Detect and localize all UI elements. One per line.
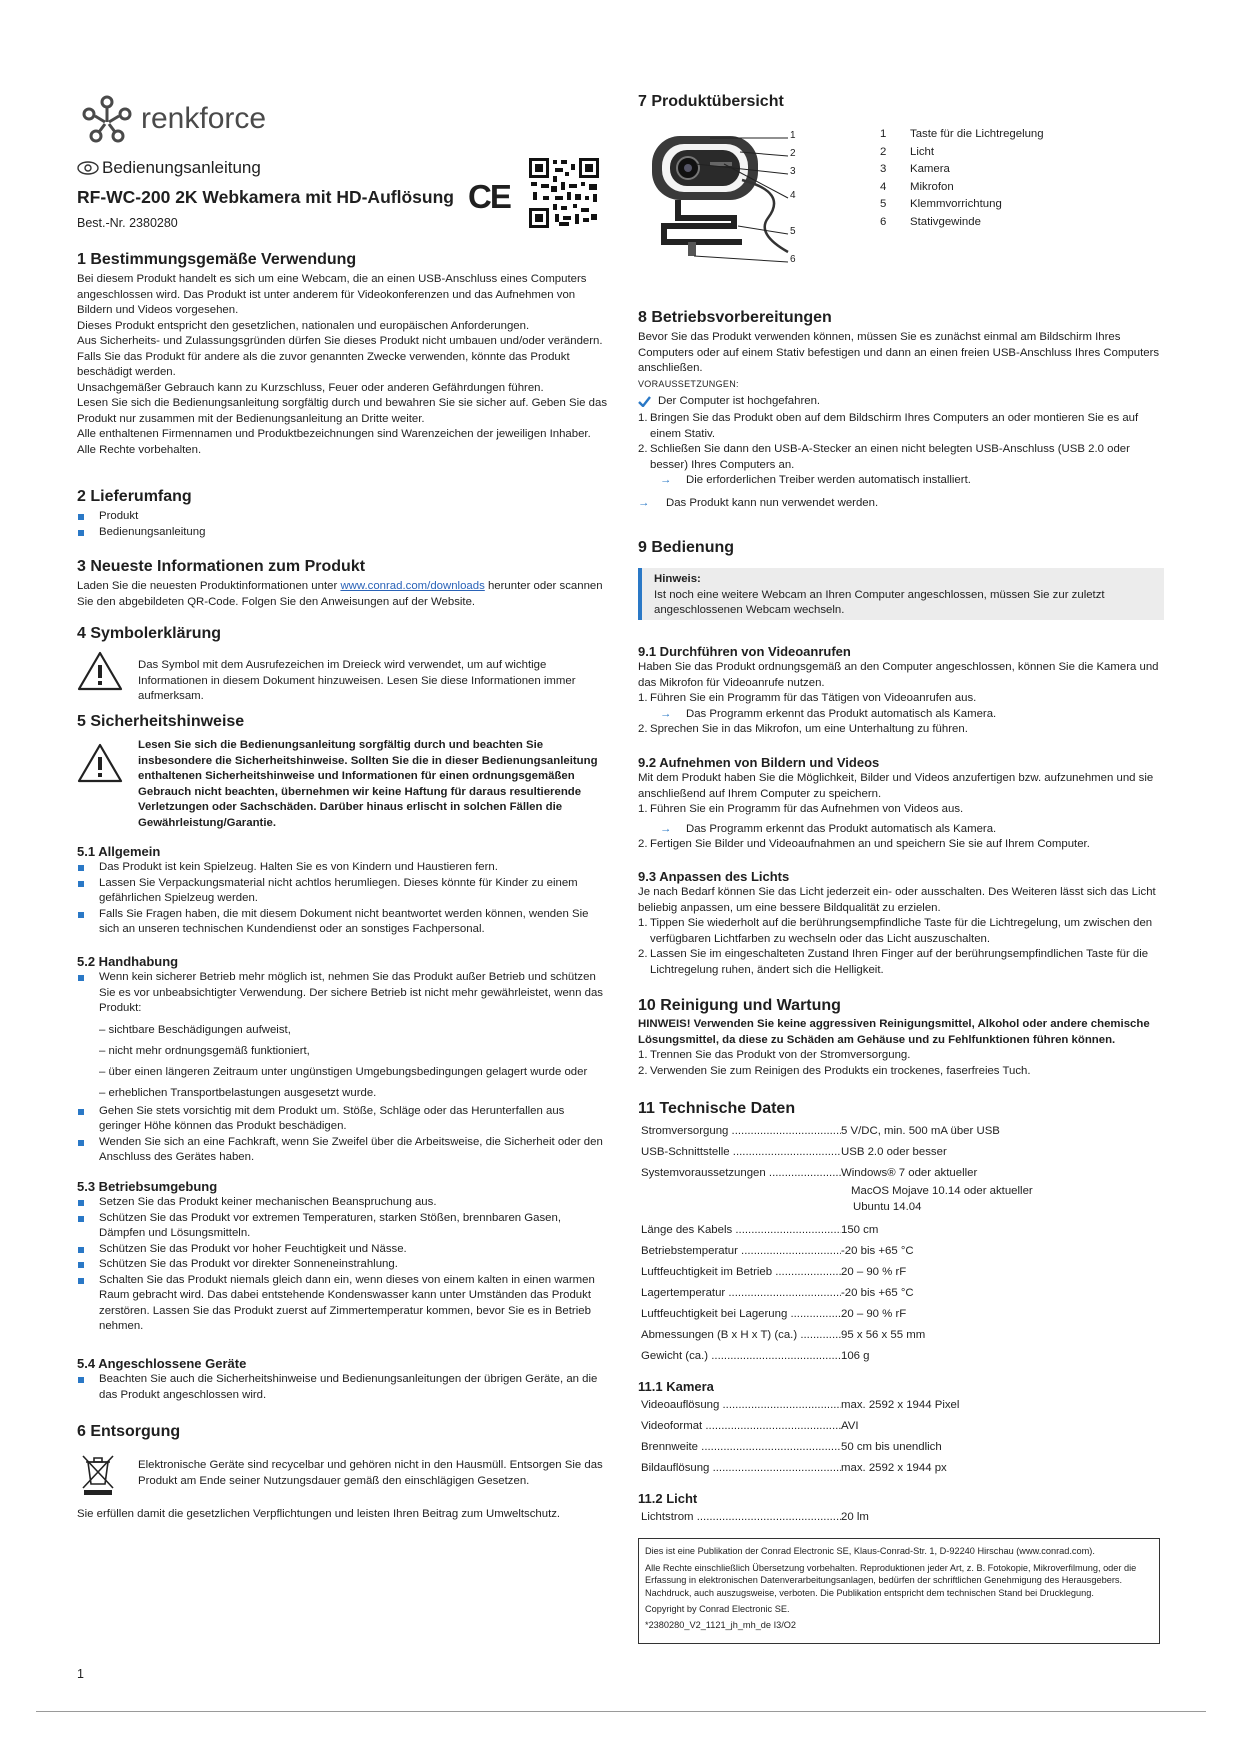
brand-logo bbox=[79, 92, 339, 152]
renkforce-logo-icon bbox=[79, 92, 135, 148]
page-title: RF-WC-200 2K Webkamera mit HD-Auflösung bbox=[77, 187, 454, 207]
doc-type bbox=[77, 158, 261, 178]
callout-4: 4 bbox=[790, 190, 796, 201]
section-light-specs bbox=[638, 1490, 1168, 1528]
imprint-box bbox=[638, 1538, 1160, 1644]
paragraph: Aus Sicherheits- und Zulassungsgründen dürfen Sie dieses Produkt nicht umbauen und/oder verändern. Falls Sie das Produkt für andere als die zuvor genannten Zwecke verwenden, könnte das Produkt beschädigt werden. bbox=[77, 335, 603, 378]
imprint-line: Dies ist eine Publikation der Conrad Electronic SE, Klaus-Conrad-Str. 1, D-92240 Hirschau (www.conrad.com). bbox=[645, 1546, 1095, 1556]
subsection-heading: 11.2 Licht bbox=[638, 1491, 698, 1506]
paragraph: Bevor Sie das Produkt verwenden können, müssen Sie es zunächst einmal am Bildschirm Ihres Computers oder auf einem Stativ befestigen und dann an einen freien USB-Anschluss Ihres Computers anschließen. bbox=[638, 331, 1160, 374]
section-environment bbox=[77, 1178, 607, 1335]
section-camera-specs bbox=[638, 1378, 1168, 1479]
section-product-overview bbox=[638, 92, 1168, 265]
prerequisites-label: VORAUSSETZUNGEN: bbox=[638, 378, 739, 389]
subsection-heading: 11.1 Kamera bbox=[638, 1379, 714, 1394]
eye-icon bbox=[77, 161, 99, 175]
subsection-heading: 5.2 Handhabung bbox=[77, 954, 179, 969]
arrow-right-icon: → bbox=[660, 474, 672, 486]
step: 1. Bringen Sie das Produkt oben auf dem Bildschirm Ihres Computers an oder montieren Sie es auf einem Stativ. bbox=[638, 412, 1139, 440]
section-heading: 5 Sicherheitshinweise bbox=[77, 713, 245, 730]
section-general bbox=[77, 843, 607, 938]
paragraph: Unsachgemäßer Gebrauch kann zu Kurzschluss, Feuer oder anderen Gefährdungen führen. bbox=[77, 381, 544, 394]
section-heading: 1 Bestimmungsgemäße Verwendung bbox=[77, 251, 357, 268]
step: 2. Verwenden Sie zum Reinigen des Produkts ein trockenes, faserfreies Tuch. bbox=[638, 1064, 1031, 1077]
ce-mark: CE bbox=[468, 178, 510, 215]
spec-row: USB-Schnittstelle ..... USB 2.0 oder besser bbox=[638, 1142, 1168, 1163]
section-heading: 10 Reinigung und Wartung bbox=[638, 997, 841, 1014]
spec-extra: MacOS Mojave 10.14 oder aktueller bbox=[851, 1185, 1033, 1197]
step: 1. Führen Sie ein Programm für das Aufnehmen von Videos aus. bbox=[638, 803, 964, 815]
checkmark-icon bbox=[638, 396, 651, 407]
spec-row: Betriebstemperatur ..... -20 bis +65 °C bbox=[638, 1241, 1168, 1262]
subsection-heading: 9.2 Aufnehmen von Bildern und Videos bbox=[638, 755, 880, 770]
symbol-description: Das Symbol mit dem Ausrufezeichen im Dreieck wird verwendet, um auf wichtige Informationen in diesem Dokument hinzuweisen. Lesen Sie diese Informationen immer aufmerksam. bbox=[138, 659, 576, 702]
warning-triangle-icon bbox=[77, 742, 123, 784]
section-disposal bbox=[77, 1422, 607, 1520]
prerequisite-item: Der Computer ist hochgefahren. bbox=[638, 392, 1168, 411]
paragraph: Mit dem Produkt haben Sie die Möglichkeit, Bilder und Videos anzufertigen bzw. aufzunehmen und sie anschließend auf Ihrem Computer zu speichern. bbox=[638, 772, 1154, 800]
spec-row: Luftfeuchtigkeit im Betrieb ..... 20 – 90 % rF bbox=[638, 1262, 1168, 1283]
paragraph: Lesen Sie sich die Bedienungsanleitung sorgfältig durch und bewahren Sie sie sicher auf. Geben Sie das Produkt nur zusammen mit der Bedienungsanleitung an Dritte weiter. bbox=[77, 397, 608, 425]
section-heading: 8 Betriebsvorbereitungen bbox=[638, 309, 832, 326]
callout-5: 5 bbox=[790, 226, 796, 237]
list-item: Gehen Sie stets vorsichtig mit dem Produkt um. Stöße, Schläge oder das Herunterfallen aus geringer Höhe können das Produkt beschädigen. bbox=[77, 1104, 607, 1135]
paragraph: Dieses Produkt entspricht den gesetzlichen, nationalen und europäischen Anforderungen. bbox=[77, 319, 530, 332]
dash-item: – sichtbare Beschädigungen aufweist, bbox=[99, 1023, 291, 1036]
legend-row: 6 Stativgewinde bbox=[880, 215, 981, 228]
step-result: → Das Programm erkennt das Produkt automatisch als Kamera. bbox=[638, 822, 1168, 838]
disposal-text: Elektronische Geräte sind recycelbar und gehören nicht in den Hausmüll. Entsorgen Sie das Produkt am Ende seiner Nutzungsdauer gemäß den einschlägigen Gesetzen. bbox=[138, 1459, 603, 1487]
downloads-link[interactable]: www.conrad.com/downloads bbox=[340, 580, 485, 592]
section-heading: 9 Bedienung bbox=[638, 539, 735, 556]
text: herunter oder scannen Sie den abgebildeten QR-Code. Folgen Sie den Anweisungen auf der Website. bbox=[77, 580, 603, 608]
subsection-heading: 9.1 Durchführen von Videoanrufen bbox=[638, 644, 851, 659]
section-connected-devices bbox=[77, 1355, 607, 1403]
spec-row: Bildauflösung ..... max. 2592 x 1944 px bbox=[638, 1458, 1168, 1479]
legend-row: 3 Kamera bbox=[880, 163, 950, 175]
list-item: Schützen Sie das Produkt vor hoher Feuchtigkeit und Nässe. bbox=[77, 1242, 607, 1258]
section-latest-info bbox=[77, 557, 607, 610]
section-symbols bbox=[77, 624, 607, 702]
brand-name: renkforce bbox=[141, 102, 267, 135]
spec-row: Stromversorgung ..... 5 V/DC, min. 500 mA über USB bbox=[638, 1121, 1168, 1142]
note-title: Hinweis: bbox=[654, 573, 701, 585]
list-item: Produkt bbox=[77, 509, 607, 525]
list-item: Beachten Sie auch die Sicherheitshinweise und Bedienungsanleitungen der übrigen Geräte, an die das Produkt angeschlossen wird. bbox=[77, 1372, 607, 1403]
spec-row: Gewicht (ca.) ..... 106 g bbox=[638, 1346, 1168, 1367]
step-result: → Die erforderlichen Treiber werden automatisch installiert. bbox=[638, 473, 1168, 489]
spec-extra: Ubuntu 14.04 bbox=[853, 1200, 922, 1213]
subsection-heading: 9.3 Anpassen des Lichts bbox=[638, 869, 790, 884]
section-operation bbox=[638, 538, 1168, 616]
section-safety bbox=[77, 712, 607, 829]
arrow-right-icon: → bbox=[660, 822, 672, 835]
section-technical-data bbox=[638, 1099, 1168, 1367]
callout-2: 2 bbox=[790, 148, 796, 159]
section-light bbox=[638, 868, 1168, 978]
doc-type-label: Bedienungsanleitung bbox=[102, 158, 261, 177]
list-item: Falls Sie Fragen haben, die mit diesem Dokument nicht beantwortet werden können, wenden Sie sich an unseren technischen Kundendienst oder an sonstiges Fachpersonal. bbox=[77, 907, 607, 938]
section-heading: 6 Entsorgung bbox=[77, 1423, 181, 1440]
spec-row: Lichtstrom ..... 20 lm bbox=[638, 1507, 1168, 1528]
section-preparation bbox=[638, 308, 1168, 511]
list-item: Wenn kein sicherer Betrieb mehr möglich ist, nehmen Sie das Produkt außer Betrieb und schützen Sie es vor unbeabsichtigter Verwendung. Der sichere Betrieb ist nicht mehr gewährleistet, wenn das Produkt: bbox=[77, 970, 607, 1017]
imprint-line: *2380280_V2_1121_jh_mh_de I3/O2 bbox=[645, 1619, 797, 1630]
step: 2. Sprechen Sie in das Mikrofon, um eine Unterhaltung zu führen. bbox=[638, 723, 968, 735]
spec-row: Länge des Kabels ..... 150 cm bbox=[638, 1220, 1168, 1241]
arrow-right-icon: → bbox=[638, 496, 650, 509]
paragraph: Alle enthaltenen Firmennamen und Produktbezeichnungen sind Warenzeichen der jeweiligen Inhaber. Alle Rechte vorbehalten. bbox=[77, 428, 591, 456]
crossed-bin-icon bbox=[81, 1452, 115, 1496]
paragraph: Je nach Bedarf können Sie das Licht jederzeit ein- oder ausschalten. Des Weiteren lässt sich das Licht beliebig anpassen, um eine bessere Bildqualität zu erzielen. bbox=[638, 886, 1156, 914]
spec-row: Abmessungen (B x H x T) (ca.) ..... 95 x 56 x 55 mm bbox=[638, 1325, 1168, 1346]
legend-row: 5 Klemmvorrichtung bbox=[880, 198, 1002, 210]
callout-6: 6 bbox=[790, 254, 796, 265]
spec-row: Luftfeuchtigkeit bei Lagerung ..... 20 – 90 % rF bbox=[638, 1304, 1168, 1325]
subsection-heading: 5.4 Angeschlossene Geräte bbox=[77, 1356, 247, 1371]
warning-triangle-icon bbox=[77, 650, 123, 692]
spec-row: Lagertemperatur ..... -20 bis +65 °C bbox=[638, 1283, 1168, 1304]
dash-item: – erheblichen Transportbelastungen ausgesetzt wurde. bbox=[99, 1086, 377, 1099]
arrow-right-icon: → bbox=[660, 707, 672, 720]
page-divider bbox=[36, 1711, 1206, 1712]
result: → Das Produkt kann nun verwendet werden. bbox=[638, 496, 1168, 512]
callout-3: 3 bbox=[790, 166, 796, 177]
step: 2. Schließen Sie dann den USB-A-Stecker an einen nicht belegten USB-Anschluss (USB 2.0 oder besser) Ihres Computers an. bbox=[638, 443, 1130, 471]
section-heading: 4 Symbolerklärung bbox=[77, 625, 222, 642]
step-result: → Das Programm erkennt das Produkt automatisch als Kamera. bbox=[638, 707, 1168, 723]
imprint-line: Alle Rechte einschließlich Übersetzung vorbehalten. Reproduktionen jeder Art, z. B. Fotokopie, Mikroverfilmung, oder die Erfassung in elektronischen Datenverarbeitungsanlagen, bedürfen der schriftlichen Genehmigung des Herausgebers. Nachdruck, auch auszugsweise, verboten. Die Publikation entspricht dem technischen Stand bei Drucklegung. bbox=[645, 1562, 1137, 1598]
dash-item: – nicht mehr ordnungsgemäß funktioniert, bbox=[99, 1044, 310, 1057]
subsection-heading: 5.3 Betriebsumgebung bbox=[77, 1179, 218, 1194]
section-heading: 3 Neueste Informationen zum Produkt bbox=[77, 558, 366, 575]
list-item: Lassen Sie Verpackungsmaterial nicht achtlos herumliegen. Dieses könnte für Kinder zu einem gefährlichen Spielzeug werden. bbox=[77, 876, 607, 907]
legend-row: 2 Licht bbox=[880, 145, 935, 158]
legend-row: 4 Mikrofon bbox=[880, 180, 954, 193]
note-box bbox=[638, 568, 1164, 620]
list-item: Schützen Sie das Produkt vor extremen Temperaturen, starken Stößen, brennbaren Gasen, Dämpfen und Lösungsmitteln. bbox=[77, 1211, 607, 1242]
list-item: Bedienungsanleitung bbox=[77, 525, 607, 541]
section-handling bbox=[77, 953, 607, 1166]
spec-row: Brennweite ..... 50 cm bis unendlich bbox=[638, 1437, 1168, 1458]
step: 1. Trennen Sie das Produkt von der Stromversorgung. bbox=[638, 1049, 911, 1061]
paragraph: Haben Sie das Produkt ordnungsgemäß an den Computer angeschlossen, können Sie die Kamera und das Mikrofon für Videoanrufe nutzen. bbox=[638, 661, 1159, 689]
section-recording bbox=[638, 754, 1168, 853]
spec-row: Videoformat ..... AVI bbox=[638, 1416, 1168, 1437]
imprint-line: Copyright by Conrad Electronic SE. bbox=[645, 1604, 790, 1615]
step: 1. Tippen Sie wiederholt auf die berührungsempfindliche Taste für die Lichtregelung, um zwischen den verfügbaren Lichtfarben zu wechseln oder das Licht auszuschalten. bbox=[638, 917, 1153, 945]
list-item: Wenden Sie sich an eine Fachkraft, wenn Sie Zweifel über die Arbeitsweise, die Sicherheit oder den Anschluss des Gerätes haben. bbox=[77, 1135, 607, 1166]
spec-row: Systemvoraussetzungen ..... Windows® 7 oder aktueller bbox=[638, 1163, 1168, 1184]
spec-row: Videoauflösung ..... max. 2592 x 1944 Pixel bbox=[638, 1395, 1168, 1416]
paragraph: Bei diesem Produkt handelt es sich um eine Webcam, die an einen USB-Anschluss eines Computers angeschlossen wird. Das Produkt ist unter anderem für Videokonferenzen und das Aufnehmen von Bildern und Videos vorgesehen. bbox=[77, 273, 587, 316]
note-text: Ist noch eine weitere Webcam an Ihren Computer angeschlossen, müssen Sie zur zuletzt angeschlossenen Webcam wechseln. bbox=[654, 588, 1105, 616]
qr-code-icon bbox=[529, 158, 599, 228]
step: 2. Fertigen Sie Bilder und Videoaufnahmen an und speichern Sie sie auf Ihrem Computer. bbox=[638, 838, 1090, 850]
list-item: Schützen Sie das Produkt vor direkter Sonneneinstrahlung. bbox=[77, 1257, 607, 1273]
list-item: Das Produkt ist kein Spielzeug. Halten Sie es von Kindern und Haustieren fern. bbox=[77, 860, 607, 876]
callout-1: 1 bbox=[790, 130, 796, 141]
section-heading: 2 Lieferumfang bbox=[77, 488, 192, 505]
disposal-footer: Sie erfüllen damit die gesetzlichen Verpflichtungen und leisten Ihren Beitrag zum Umweltschutz. bbox=[77, 1508, 561, 1520]
legend-row: 1 Taste für die Lichtregelung bbox=[880, 128, 1044, 140]
section-heading: 7 Produktübersicht bbox=[638, 93, 784, 110]
safety-warning: Lesen Sie sich die Bedienungsanleitung sorgfältig durch und beachten Sie insbesondere die Sicherheitshinweise. Sollten Sie die in dieser Bedienungsanleitung enthaltenen Sicherheitshinweise und Informationen für einen ordnungsgemäßen Gebrauch nicht beachten, übernehmen wir keine Haftung für daraus resultierende Verletzungen oder Sachschäden. Darüber hinaus erlischt in solchen Fällen die Gewährleistung/Garantie. bbox=[138, 739, 598, 829]
order-number: Best.-Nr. 2380280 bbox=[77, 216, 178, 230]
legend bbox=[880, 126, 1140, 231]
subsection-heading: 5.1 Allgemein bbox=[77, 844, 161, 859]
webcam-diagram bbox=[638, 122, 808, 282]
list-item: Setzen Sie das Produkt keiner mechanischen Beanspruchung aus. bbox=[77, 1195, 607, 1211]
section-video-calls bbox=[638, 643, 1168, 738]
cleaning-warning: HINWEIS! Verwenden Sie keine aggressiven Reinigungsmittel, Alkohol oder andere chemische Lösungsmittel, da diese zu Schäden am Gehäuse und zu Fehlfunktionen führen können. bbox=[638, 1018, 1150, 1046]
step: 1. Führen Sie ein Programm für das Tätigen von Videoanrufen aus. bbox=[638, 692, 977, 704]
dash-item: – über einen längeren Zeitraum unter ungünstigen Umgebungsbedingungen gelagert wurde oder bbox=[99, 1065, 588, 1078]
section-cleaning bbox=[638, 996, 1168, 1079]
list-item: Schalten Sie das Produkt niemals gleich dann ein, wenn dieses von einem kalten in einen warmen Raum gebracht wird. Das dabei entstehende Kondenswasser kann unter Umständen das Produkt zerstören. Lassen Sie das Produkt zuerst auf Zimmertemperatur kommen, bevor Sie es in Betrieb nehmen. bbox=[77, 1273, 607, 1335]
section-intended-use bbox=[77, 250, 607, 458]
section-scope-of-delivery bbox=[77, 487, 607, 540]
page-number: 1 bbox=[77, 1667, 84, 1681]
step: 2. Lassen Sie im eingeschalteten Zustand Ihren Finger auf der berührungsempfindlichen Taste für die Lichtregelung ruhen, ändert sich die Helligkeit. bbox=[638, 948, 1149, 976]
section-heading: 11 Technische Daten bbox=[638, 1100, 796, 1117]
text: Laden Sie die neuesten Produktinformationen unter bbox=[77, 580, 341, 592]
